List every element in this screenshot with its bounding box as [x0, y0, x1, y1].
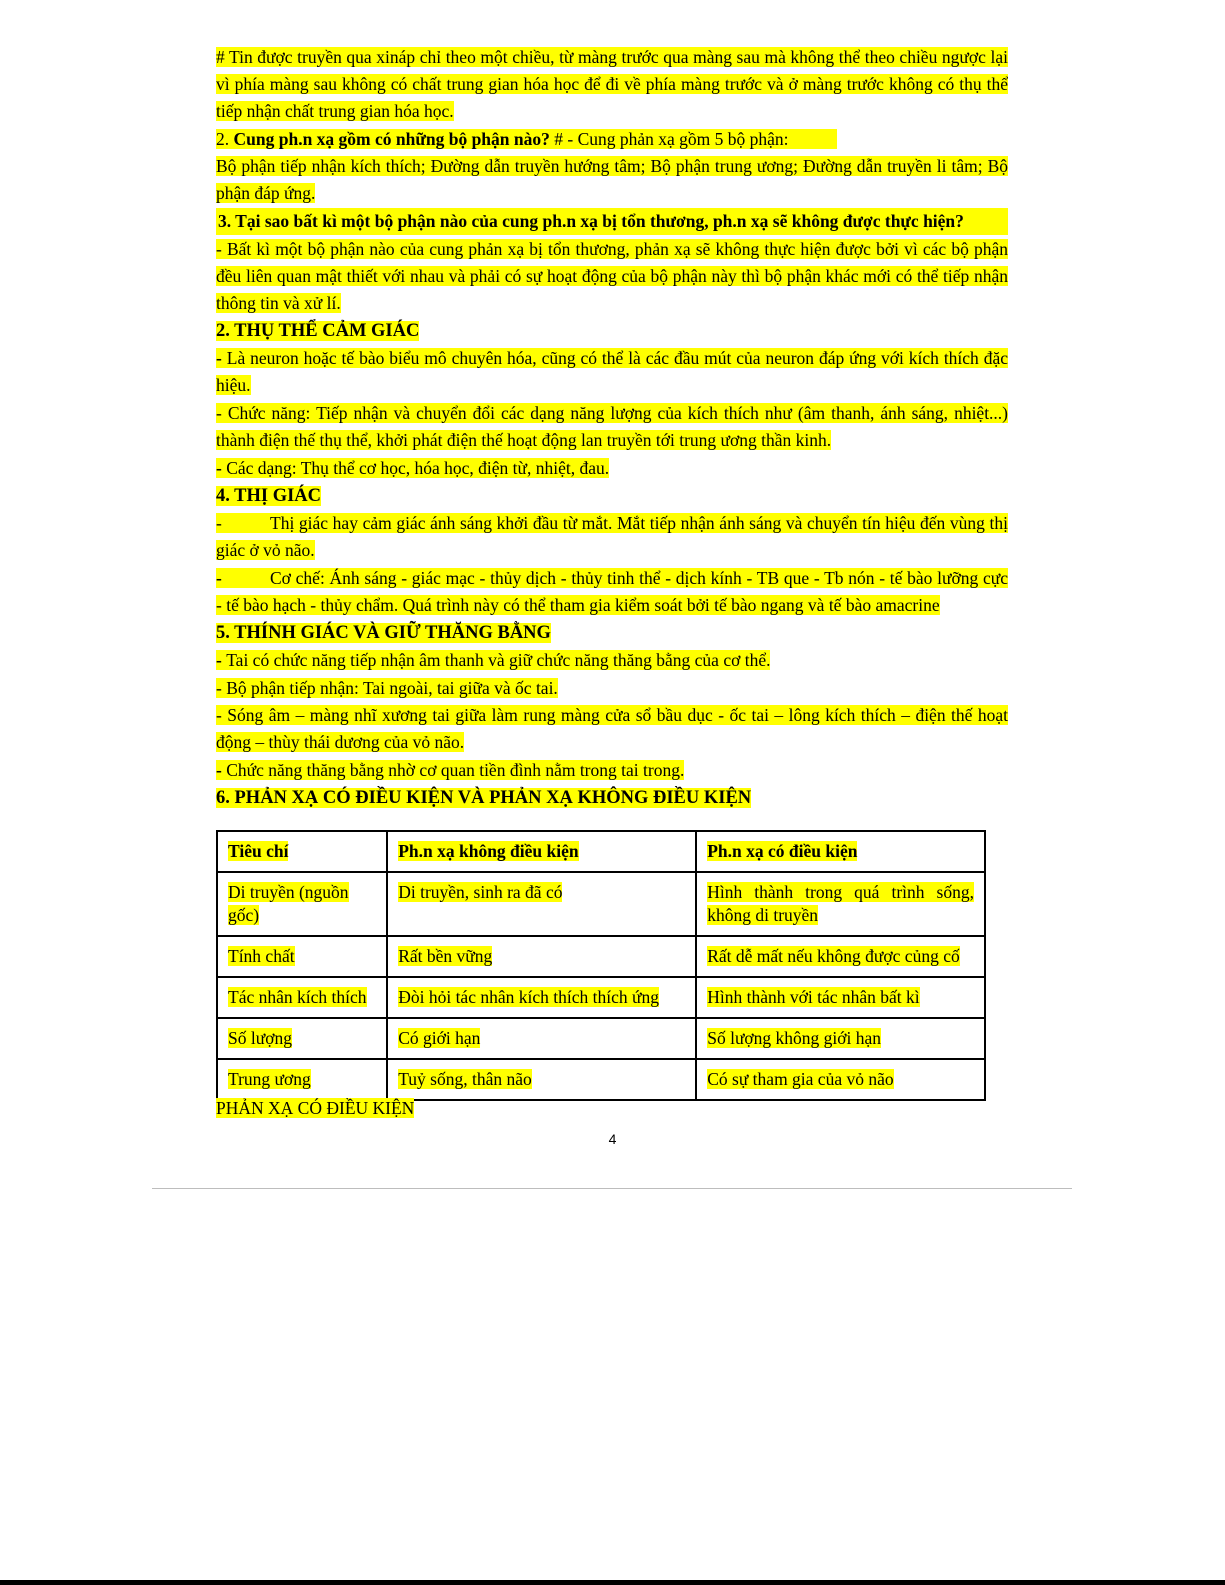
table-row	[217, 936, 985, 977]
table-row	[217, 1018, 985, 1059]
table-cell: Có giới hạn	[387, 1018, 696, 1059]
table-cell: Số lượng	[217, 1018, 387, 1059]
table-header-row	[217, 831, 985, 872]
table-cell: Số lượng không giới hạn	[696, 1018, 985, 1059]
table-cell: Có sự tham gia của vỏ não	[696, 1059, 985, 1100]
table-cell: Hình thành trong quá trình sống, không di truyền	[696, 872, 985, 936]
answer-3: - Bất kì một bộ phận nào của cung phản xạ bị tổn thương, phản xạ sẽ không thực hiện được bởi vì các bộ phận đều liên quan mật thiết với nhau và phải có sự hoạt động của bộ phận này thì bộ phận khác mới có thể tiếp nhận thông tin và xử lí.	[216, 239, 1008, 313]
question-3: 3. Tại sao bất kì một bộ phận nào của cung ph.n xạ bị tổn thương, ph.n xạ sẽ không được thực hiện?	[216, 208, 1008, 235]
vision-item-2: - Cơ chế: Ánh sáng - giác mạc - thủy dịch - thủy tinh thể - dịch kính - TB que - Tb nón - tế bào lưỡng cực - tế bào hạch - thủy chẩm. Quá trình này có thể tham gia kiểm soát bởi tế bào ngang và tế bào amacrine	[216, 568, 1008, 615]
question-2: 2. Cung ph.n xạ gồm có những bộ phận nào? # - Cung phản xạ gồm 5 bộ phận:	[216, 126, 1008, 153]
table-cell: Di truyền (nguồn gốc)	[217, 872, 387, 936]
table-cell: Tuỷ sống, thân não	[387, 1059, 696, 1100]
table-cell: Di truyền, sinh ra đã có	[387, 872, 696, 936]
table-row	[217, 977, 985, 1018]
table-row	[217, 1059, 985, 1100]
table-header-cell: Ph.n xạ không điều kiện	[387, 831, 696, 872]
table-cell: Rất bền vững	[387, 936, 696, 977]
table-header-cell: Ph.n xạ có điều kiện	[696, 831, 985, 872]
heading-vision: 4. THỊ GIÁC	[216, 486, 322, 506]
after-table-label: PHẢN XẠ CÓ ĐIỀU KIỆN	[216, 1098, 415, 1118]
paragraph-synapse: # Tin được truyền qua xináp chỉ theo một chiều, từ màng trước qua màng sau mà không thể theo chiều ngược lại vì phía màng sau không có chất trung gian hóa học để đi về phía màng trước và ở màng trước không có thụ thể tiếp nhận chất trung gian hóa học.	[216, 47, 1008, 121]
hearing-item-4: - Chức năng thăng bằng nhờ cơ quan tiền đình nằm trong tai trong.	[216, 760, 685, 780]
receptor-item-3: - Các dạng: Thụ thể cơ học, hóa học, điện từ, nhiệt, đau.	[216, 458, 610, 478]
heading-hearing: 5. THÍNH GIÁC VÀ GIỮ THĂNG BẰNG	[216, 623, 551, 643]
table-cell: Tính chất	[217, 936, 387, 977]
page-separator	[152, 1188, 1072, 1189]
table-cell: Rất dễ mất nếu không được củng cố	[696, 936, 985, 977]
hearing-item-3: - Sóng âm – màng nhĩ xương tai giữa làm rung màng cửa sổ bầu dục - ốc tai – lông kích thích – điện thế hoạt động – thùy thái dương của vỏ não.	[216, 705, 1008, 752]
vision-item-1: - Thị giác hay cảm giác ánh sáng khởi đầu từ mắt. Mắt tiếp nhận ánh sáng và chuyển tín hiệu đến vùng thị giác ở vỏ não.	[216, 513, 1008, 560]
table-cell: Tác nhân kích thích	[217, 977, 387, 1018]
table-header-cell: Tiêu chí	[217, 831, 387, 872]
receptor-item-2: - Chức năng: Tiếp nhận và chuyển đổi các dạng năng lượng của kích thích như (âm thanh, ánh sáng, nhiệt...) thành điện thế thụ thể, khởi phát điện thế hoạt động lan truyền tới trung ương thần kinh.	[216, 403, 1009, 450]
page-number: 4	[608, 1131, 617, 1147]
table-cell: Hình thành với tác nhân bất kì	[696, 977, 985, 1018]
bottom-edge-bar	[0, 1580, 1225, 1585]
table-cell: Trung ương	[217, 1059, 387, 1100]
reflex-comparison-table	[216, 830, 986, 1101]
table-row	[217, 872, 985, 936]
answer-2: Bộ phận tiếp nhận kích thích; Đường dẫn truyền hướng tâm; Bộ phận trung ương; Đường dẫn truyền li tâm; Bộ phận đáp ứng.	[216, 156, 1008, 203]
document-body	[216, 44, 1008, 812]
hearing-item-1: - Tai có chức năng tiếp nhận âm thanh và giữ chức năng thăng bằng của cơ thể.	[216, 650, 771, 670]
hearing-item-2: - Bộ phận tiếp nhận: Tai ngoài, tai giữa và ốc tai.	[216, 678, 558, 698]
heading-sensory-receptor: 2. THỤ THỂ CẢM GIÁC	[216, 321, 420, 341]
table-cell: Đòi hỏi tác nhân kích thích thích ứng	[387, 977, 696, 1018]
heading-reflex: 6. PHẢN XẠ CÓ ĐIỀU KIỆN VÀ PHẢN XẠ KHÔNG ĐIỀU KIỆN	[216, 788, 752, 808]
receptor-item-1: - Là neuron hoặc tế bào biểu mô chuyên hóa, cũng có thể là các đầu mút của neuron đáp ứng với kích thích đặc hiệu.	[216, 348, 1009, 395]
